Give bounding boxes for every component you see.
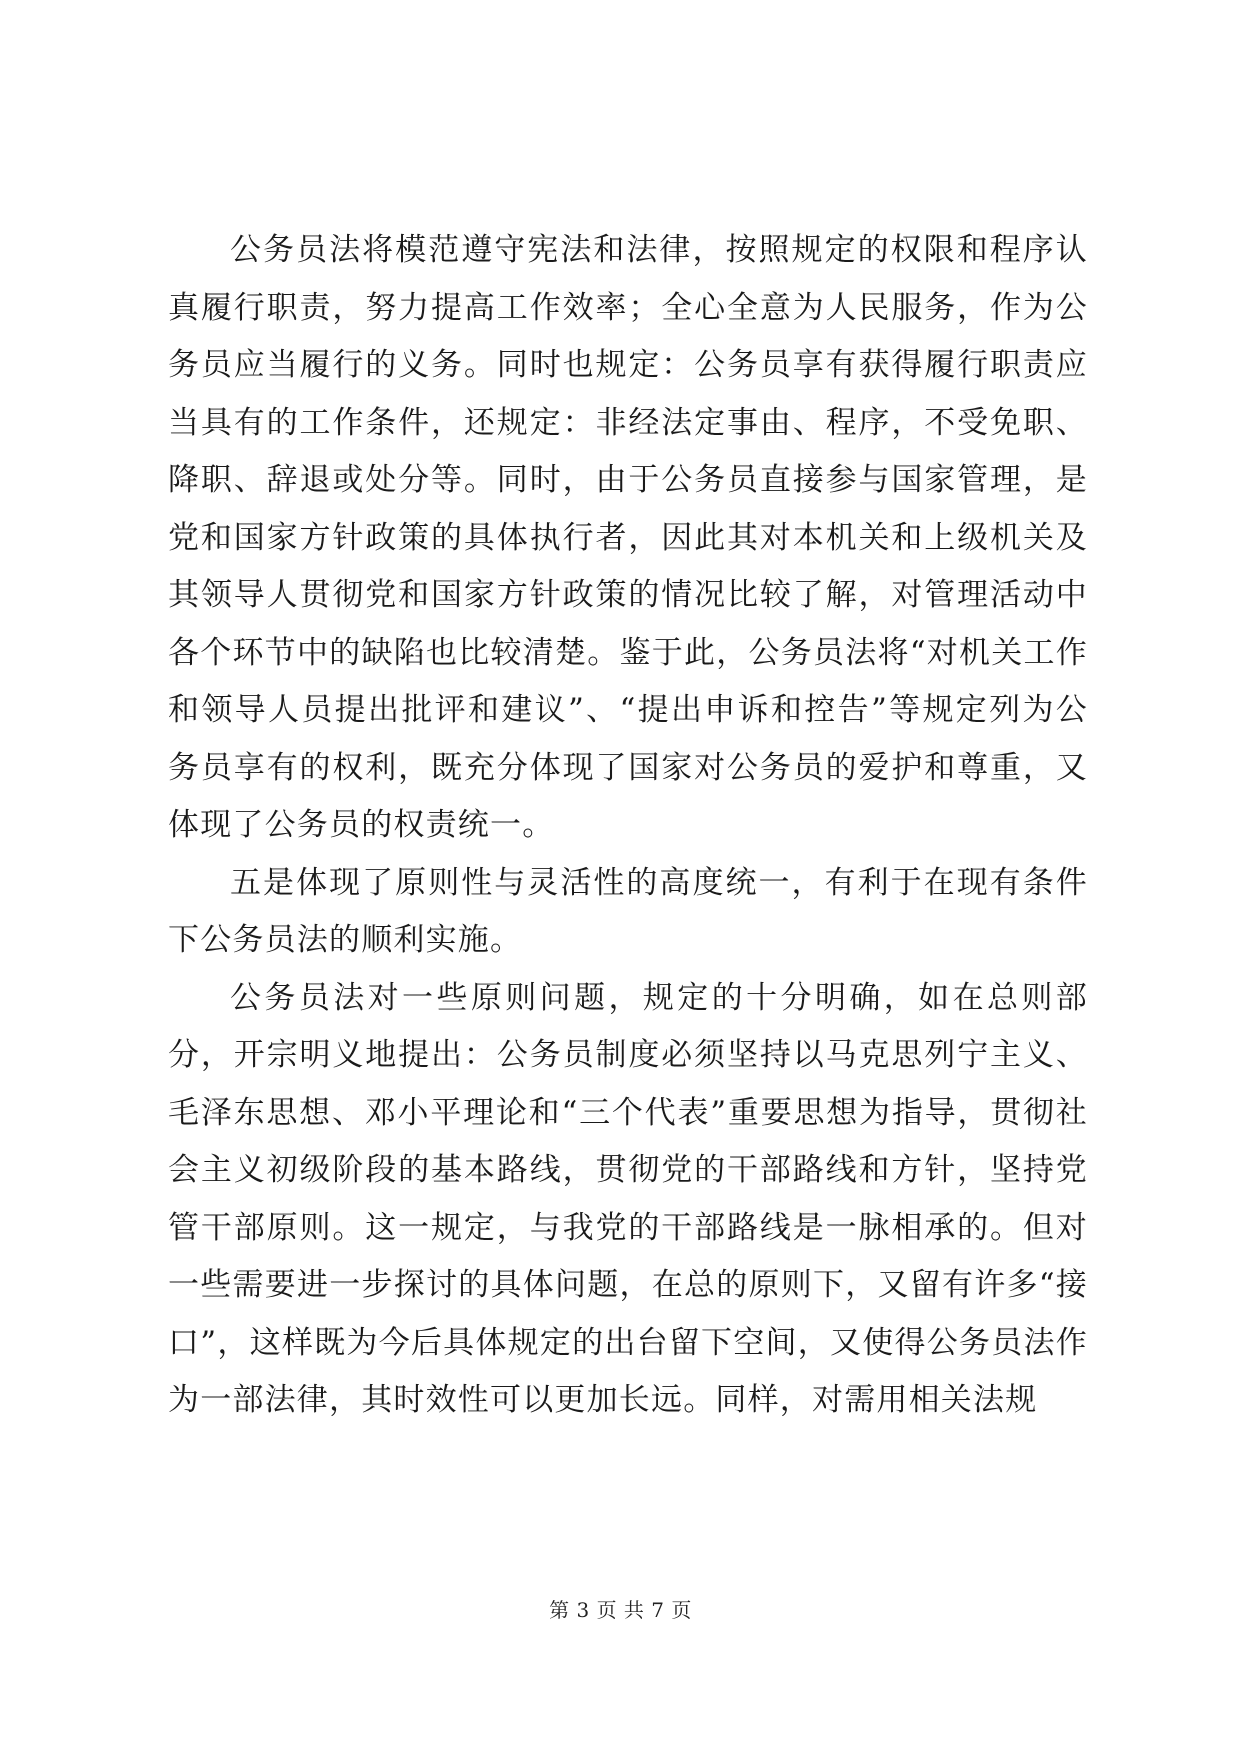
page-footer: 第 3 页 共 7 页: [549, 1598, 692, 1622]
paragraph-3: 公务员法对一些原则问题，规定的十分明确，如在总则部分，开宗明义地提出：公务员制度必须坚持以马克思列宁主义、毛泽东思想、邓小平理论和“三个代表”重要思想为指导，贯彻社会主义初级阶段的基本路线，贯彻党的干部路线和方针，坚持党管干部原则。这一规定，与我党的干部路线是一脉相承的。但对一些需要进一步探讨的具体问题，在总的原则下，又留有许多“接口”，这样既为今后具体规定的出台留下空间，又使得公务员法作为一部法律，其时效性可以更加长远。同样，对需用相关法规: [168, 979, 1088, 1418]
paragraph-2: 五是体现了原则性与灵活性的高度统一，有利于在现有条件下公务员法的顺利实施。: [168, 864, 1088, 958]
paragraph-1: 公务员法将模范遵守宪法和法律，按照规定的权限和程序认真履行职责，努力提高工作效率；全心全意为人民服务，作为公务员应当履行的义务。同时也规定：公务员享有获得履行职责应当具有的工作条件，还规定：非经法定事由、程序，不受免职、降职、辞退或处分等。同时，由于公务员直接参与国家管理，是党和国家方针政策的具体执行者，因此其对本机关和上级机关及其领导人贯彻党和国家方针政策的情况比较了解，对管理活动中各个环节中的缺陷也比较清楚。鉴于此，公务员法将“对机关工作和领导人员提出批评和建议”、“提出申诉和控告”等规定列为公务员享有的权利，既充分体现了国家对公务员的爱护和尊重，又体现了公务员的权责统一。: [168, 232, 1088, 843]
document-body: [168, 222, 1088, 1430]
